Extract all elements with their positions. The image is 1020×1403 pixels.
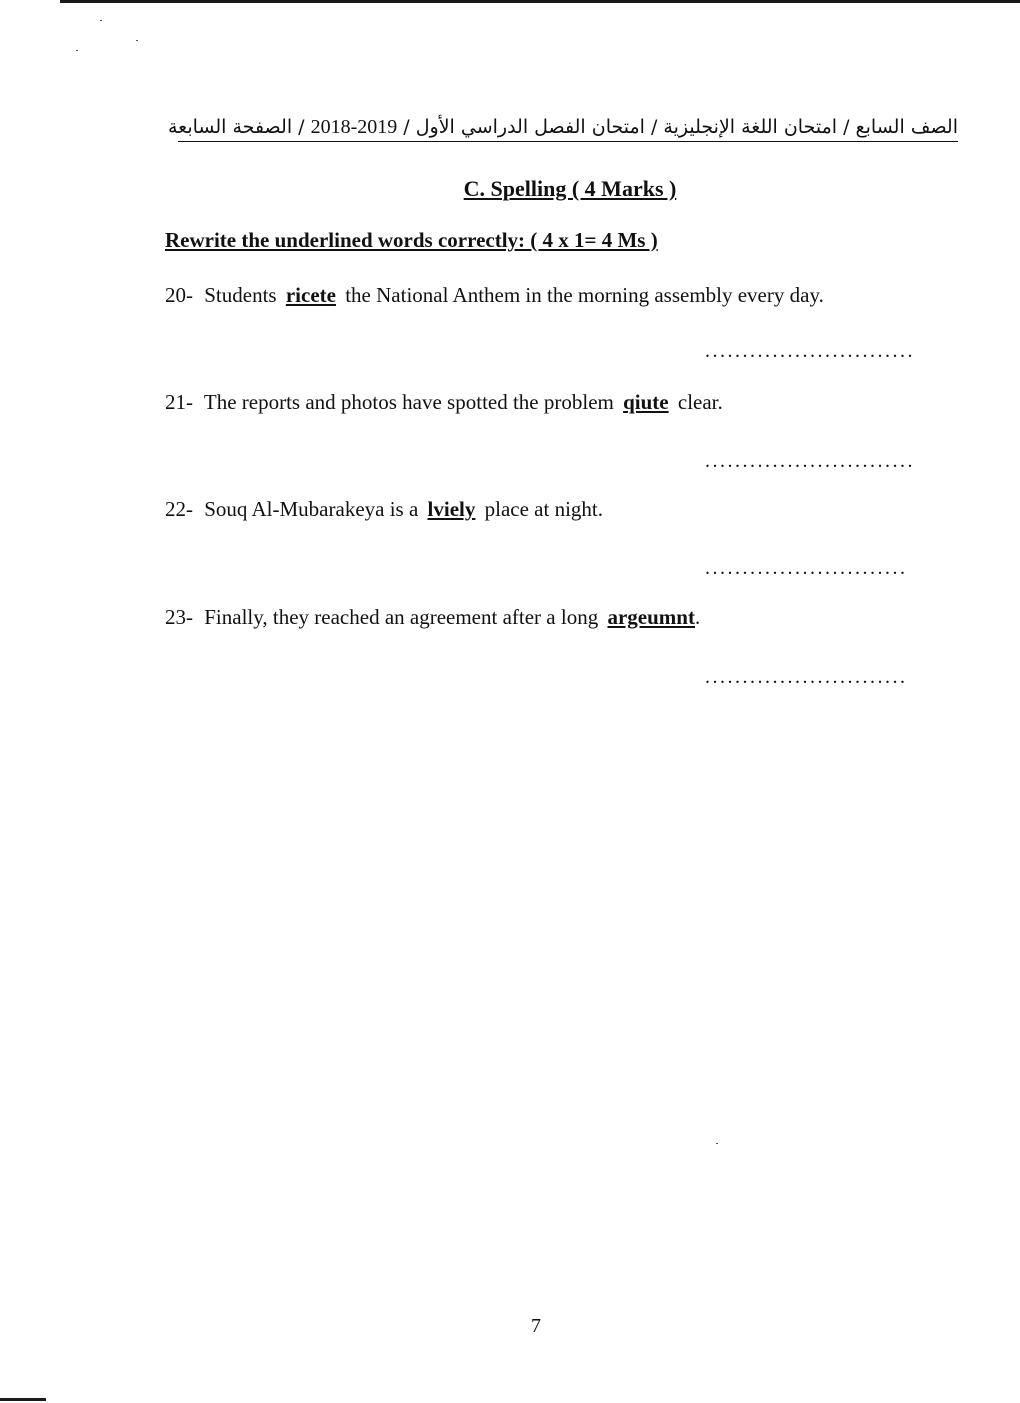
answer-line-21[interactable]: ............................ <box>705 450 915 472</box>
question-number: 21- <box>165 390 193 414</box>
question-number: 22- <box>165 497 193 521</box>
page-header <box>168 116 958 142</box>
question-text-after: place at night. <box>484 497 603 521</box>
question-text-before: Finally, they reached an agreement after a long <box>204 605 599 629</box>
section-title: C. Spelling ( 4 Marks ) <box>463 176 677 201</box>
question-text-before: The reports and photos have spotted the problem <box>203 390 614 414</box>
page-number: 7 <box>531 1315 541 1337</box>
scan-speck <box>76 50 78 51</box>
question-text-before: Souq Al-Mubarakeya is a <box>204 497 419 521</box>
question-21 <box>165 390 723 415</box>
header-arabic-end: / الصفحة السابعة <box>168 116 311 138</box>
question-text-after: clear. <box>677 390 723 414</box>
question-20 <box>165 283 824 308</box>
question-23 <box>165 605 700 630</box>
question-text-after: . <box>694 605 701 629</box>
header-year: 2018-2019 <box>310 116 398 138</box>
misspelled-word: qiute <box>623 390 669 414</box>
scan-left-edge <box>0 1398 46 1401</box>
scan-speck <box>100 20 102 21</box>
question-text-after: the National Anthem in the morning assembly every day. <box>345 283 824 307</box>
question-22 <box>165 497 603 522</box>
misspelled-word: lviely <box>427 497 476 521</box>
question-number: 20- <box>165 283 193 307</box>
scan-top-edge <box>60 0 1020 3</box>
answer-line-23[interactable]: ........................... <box>705 666 908 688</box>
answer-line-22[interactable]: ........................... <box>705 557 908 579</box>
scan-speck <box>136 40 138 41</box>
misspelled-word: ricete <box>285 283 336 307</box>
instruction: Rewrite the underlined words correctly: ( 4 x 1= 4 Ms ) <box>165 228 658 252</box>
header-arabic-start: الصف السابع / امتحان اللغة الإنجليزية / امتحان الفصل الدراسي الأول / <box>397 116 958 138</box>
misspelled-word: argeumnt <box>607 605 695 629</box>
question-text-before: Students <box>204 283 277 307</box>
answer-line-20[interactable]: ............................ <box>705 340 915 362</box>
question-number: 23- <box>165 605 193 629</box>
scan-speck <box>716 1143 718 1144</box>
